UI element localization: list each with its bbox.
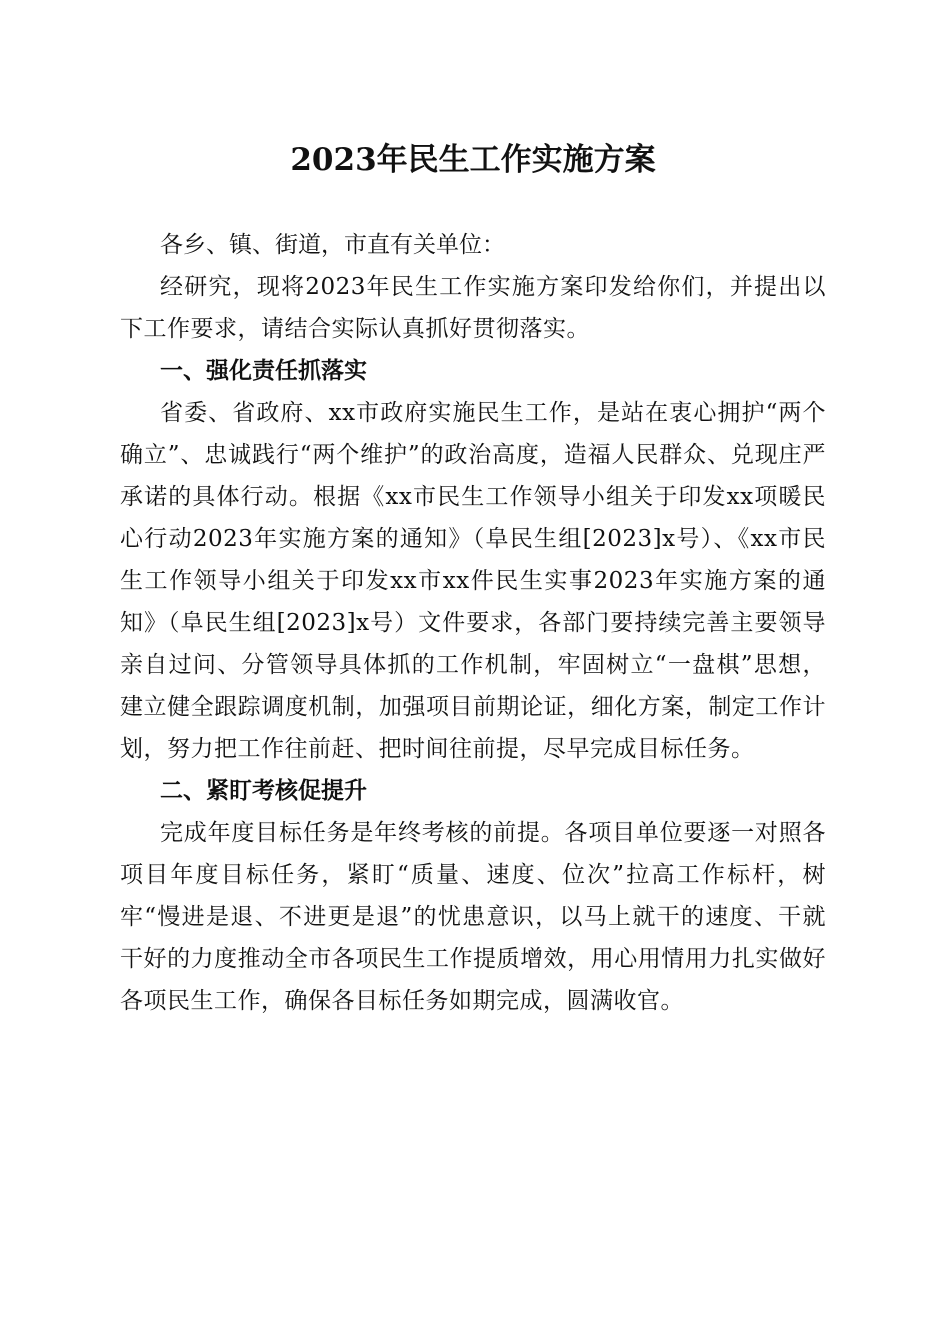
section-body-2: 完成年度目标任务是年终考核的前提。各项目单位要逐一对照各项目年度目标任务，紧盯“质量、速度、位次”拉高工作标杆，树牢“慢进是退、不进更是退”的忧患意识，以马上就干的速度、干就干好的力度推动全市各项民生工作提质增效，用心用情用力扎实做好各项民生工作，确保各目标任务如期完成，圆满收官。 <box>120 820 826 1014</box>
document-page <box>120 130 826 1022</box>
salutation: 各乡、镇、街道，市直有关单位： <box>160 232 505 258</box>
section-body-1: 省委、省政府、xx市政府实施民生工作，是站在衷心拥护“两个确立”、忠诚践行“两个维护”的政治高度，造福人民群众、兑现庄严承诺的具体行动。根据《xx市民生工作领导小组关于印发xx项暖民心行动2023年实施方案的通知》（阜民生组[2023]x号）、《xx市民生工作领导小组关于印发xx市xx件民生实事2023年实施方案的通知》（阜民生组[2023]x号）文件要求，各部门要持续完善主要领导亲自过问、分管领导具体抓的工作机制，牢固树立“一盘棋”思想，建立健全跟踪调度机制，加强项目前期论证，细化方案，制定工作计划，努力把工作往前赶、把时间往前提，尽早完成目标任务。 <box>120 400 826 762</box>
section-heading-2: 二、紧盯考核促提升 <box>160 778 367 804</box>
section-heading-1: 一、强化责任抓落实 <box>160 358 367 384</box>
document-title: 2023年民生工作实施方案 <box>290 142 656 178</box>
intro-paragraph: 经研究，现将2023年民生工作实施方案印发给你们，并提出以下工作要求，请结合实际认真抓好贯彻落实。 <box>120 274 826 342</box>
